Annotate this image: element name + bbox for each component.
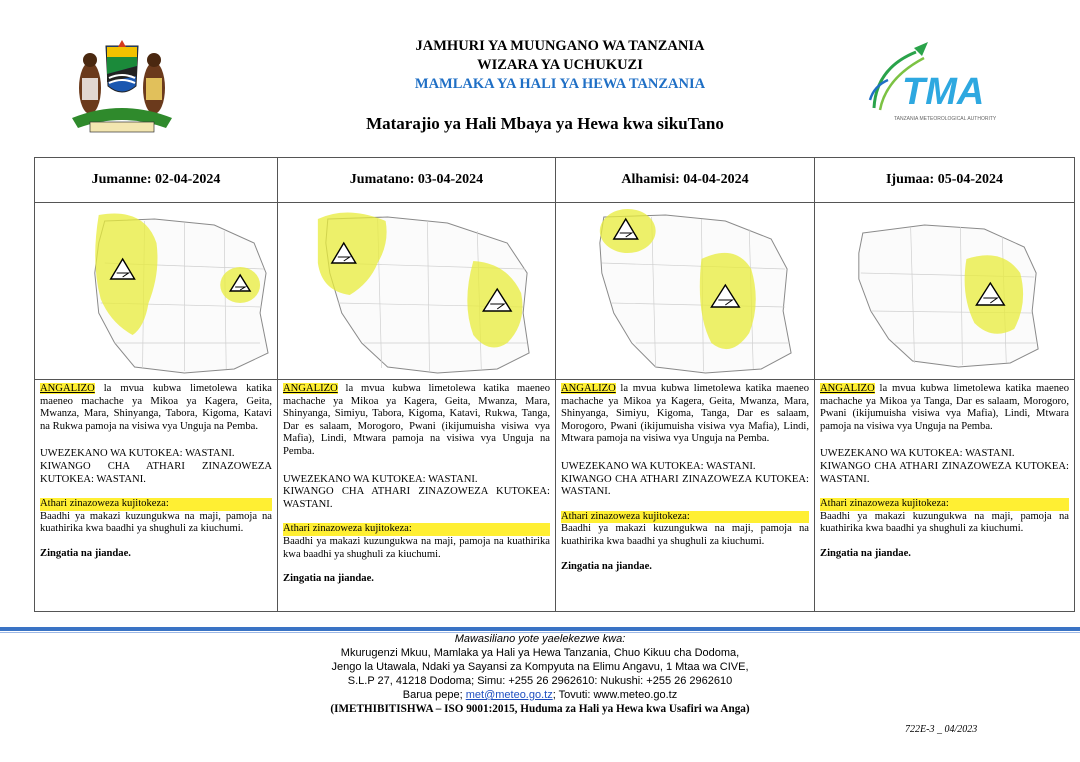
tanzania-map-4 — [815, 203, 1074, 379]
likelihood-text: UWEZEKANO WA KUTOKEA: WASTANI. — [561, 460, 756, 472]
impacts-heading: Athari zinazoweza kujitokeza: — [561, 511, 809, 524]
footer-address-line-3: S.L.P 27, 41218 Dodoma; Simu: +255 26 2962610: Nukushi: +255 26 2962610 — [347, 675, 733, 687]
day-details-1 — [35, 380, 278, 612]
warning-label: ANGALIZO — [561, 383, 616, 394]
tma-logo-text: TMA — [902, 71, 985, 113]
republic-name: JAMHURI YA MUUNGANO WA TANZANIA — [415, 38, 705, 54]
footer-address-line-2: Jengo la Utawala, Ndaki ya Sayansi za Kompyuta na Elimu Angavu, 1 Mtaa wa CIVE, — [331, 661, 749, 673]
authority-name: MAMLAKA YA HALI YA HEWA TANZANIA — [414, 76, 706, 92]
day-details-3 — [556, 380, 815, 612]
likelihood-text: UWEZEKANO WA KUTOKEA: WASTANI. — [283, 473, 478, 485]
warning-label: ANGALIZO — [820, 383, 875, 394]
tanzania-map-3 — [556, 203, 814, 379]
website-text: ; Tovuti: www.meteo.go.tz — [552, 689, 678, 701]
impact-level-text: KIWANGO CHA ATHARI ZINAZOWEZA KUTOKEA: WASTANI. — [820, 460, 1069, 485]
warning-label: ANGALIZO — [283, 383, 338, 394]
impact-level-text: KIWANGO CHA ATHARI ZINAZOWEZA KUTOKEA: WASTANI. — [283, 486, 550, 510]
footer-contact — [0, 632, 1080, 716]
impacts-text: Baadhi ya makazi kuzungukwa na maji, pamoja na kuathirika kwa baadhi ya shughuli za kiuchumi. — [561, 523, 809, 547]
warning-text: ANGALIZO la mvua kubwa limetolewa katika maeneo machache ya Mikoa ya Kagera, Geita, Mwanza, Mara, Shinyanga, Simiyu, Tabora, Kigoma, Katavi, Rukwa, Tanga, Dar es salaam, Morogoro, Pwani (ikijumuisha visiwa vya Mafia), Lindi, Mtwara pamoja na visiwa vya Unguja na Pemba. — [283, 383, 550, 457]
advice-text: Zingatia na jiandae. — [820, 547, 911, 559]
advice-text: Zingatia na jiandae. — [561, 560, 652, 572]
impacts-text: Baadhi ya makazi kuzungukwa na maji, pamoja na kuathirika kwa baadhi ya shughuli za kiuchumi. — [40, 510, 272, 535]
tanzania-map-2 — [278, 203, 555, 379]
impact-level-text: KIWANGO CHA ATHARI ZINAZOWEZA KUTOKEA: WASTANI. — [40, 460, 272, 485]
day-heading-4: Ijumaa: 05-04-2024 — [815, 158, 1075, 203]
map-day-3 — [556, 203, 815, 380]
likelihood-text: UWEZEKANO WA KUTOKEA: WASTANI. — [820, 448, 1015, 460]
warning-text: ANGALIZO la mvua kubwa limetolewa katika maeneo machache ya Mikoa ya Tanga, Dar es salaam, Morogoro, Pwani (ikijumuisha visiwa vya Mafia), Lindi, Mtwara pamoja na visiwa vya Unguja na Pemba. — [820, 383, 1069, 432]
warning-label: ANGALIZO — [40, 383, 95, 394]
advice-text: Zingatia na jiandae. — [40, 547, 131, 559]
tanzania-map-1 — [35, 203, 277, 379]
email-link[interactable]: met@meteo.go.tz — [465, 689, 553, 701]
impacts-text: Baadhi ya makazi kuzungukwa na maji, pamoja na kuathirika kwa baadhi ya shughuli za kiuchumi. — [820, 510, 1069, 535]
document-header — [0, 0, 1080, 150]
day-heading-3: Alhamisi: 04-04-2024 — [556, 158, 815, 203]
warning-text: ANGALIZO la mvua kubwa limetolewa katika maeneo machache ya Mikoa ya Kagera, Geita, Mwanza, Mara, Shinyanga, Simiyu, Kigoma, Tanga, Dar es salaam, Morogoro, Pwani (ikijumuisha visiwa vya Mafia), Lindi, Mtwara pamoja na visiwa vya Unguja na Pemba. — [561, 383, 809, 445]
day-heading-1: Jumanne: 02-04-2024 — [35, 158, 278, 203]
document-code: 722E-3 _ 04/2023 — [905, 724, 978, 735]
footer-address-line-1: Mkurugenzi Mkuu, Mamlaka ya Hali ya Hewa Tanzania, Chuo Kikuu cha Dodoma, — [340, 647, 740, 659]
footer-intro: Mawasiliano yote yaelekezwe kwa: — [454, 633, 626, 645]
likelihood-text: UWEZEKANO WA KUTOKEA: WASTANI. — [40, 448, 235, 460]
footer-contacts: Barua pepe; met@meteo.go.tz; Tovuti: www.meteo.go.tz — [402, 689, 678, 701]
impacts-text: Baadhi ya makazi kuzungukwa na maji, pamoja na kuathirika kwa baadhi ya shughuli za kiuchumi. — [283, 535, 550, 560]
impact-level-text: KIWANGO CHA ATHARI ZINAZOWEZA KUTOKEA: WASTANI. — [561, 473, 809, 498]
footer-divider — [0, 627, 1080, 631]
impacts-heading: Athari zinazoweza kujitokeza: — [820, 498, 1069, 511]
advice-text: Zingatia na jiandae. — [283, 573, 374, 585]
impacts-heading: Athari zinazoweza kujitokeza: — [283, 523, 550, 536]
impacts-heading: Athari zinazoweza kujitokeza: — [40, 498, 272, 511]
map-day-2 — [278, 203, 556, 380]
tma-logo — [866, 38, 996, 128]
day-details-2 — [278, 380, 556, 612]
day-heading-2: Jumatano: 03-04-2024 — [278, 158, 556, 203]
certification-text: (IMETHIBITISHWA – ISO 9001:2015, Huduma za Hali ya Hewa kwa Usafiri wa Anga) — [330, 703, 750, 715]
page-title: Matarajio ya Hali Mbaya ya Hewa kwa sikuTano — [366, 114, 724, 133]
map-day-4 — [815, 203, 1075, 380]
ministry-name: WIZARA YA UCHUKUZI — [477, 57, 643, 73]
map-day-1 — [35, 203, 278, 380]
warning-text: ANGALIZO la mvua kubwa limetolewa katika maeneo machache ya Mikoa ya Kagera, Geita, Mwanza, Mara, Shinyanga, Tabora, Kigoma, Katavi na Rukwa pamoja na visiwa vya Unguja na Pemba. — [40, 383, 272, 432]
forecast-table — [34, 157, 1075, 612]
tma-logo-subtitle: TANZANIA METEOROLOGICAL AUTHORITY — [894, 116, 996, 122]
day-details-4 — [815, 380, 1075, 612]
